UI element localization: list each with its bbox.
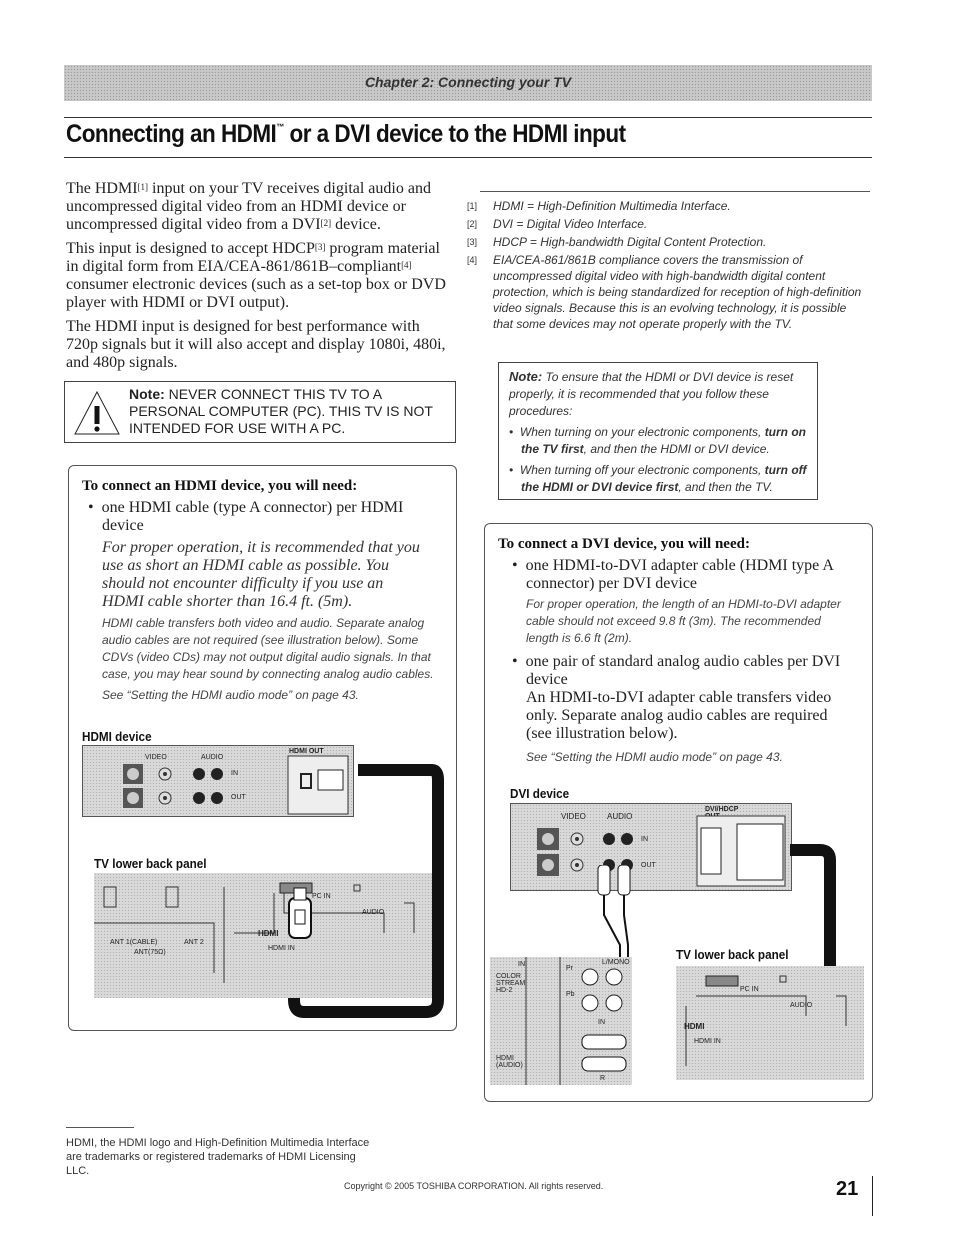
note-intro: Note: To ensure that the HDMI or DVI device is reset properly, it is recommended that you follow these procedures: xyxy=(509,369,794,418)
hdmi-tv-audio: AUDIO xyxy=(362,909,385,916)
warning-note xyxy=(64,381,456,443)
dvi-see-ref: See “Setting the HDMI audio mode” on page 43. xyxy=(526,750,783,764)
title-rule-top xyxy=(64,117,872,118)
dvi-dev-in-label: IN xyxy=(641,836,648,843)
dvi-tv-audio: AUDIO xyxy=(790,1002,813,1009)
dvi-bullet-2: • one pair of standard analog audio cables per DVI device xyxy=(512,653,841,688)
intro xyxy=(66,180,452,372)
dvi-tv-in-label: IN xyxy=(518,961,525,968)
hdmi-tv-ant1: ANT 1(CABLE) xyxy=(110,939,158,946)
dvi-tv-pb: Pb xyxy=(566,991,575,998)
dvi-bullet-2-note: An HDMI-to-DVI adapter cable transfers video only. Separate analog audio cables are required (see illustration below). xyxy=(526,689,832,742)
page-number-rule xyxy=(872,1176,873,1216)
dvi-tv-colorstream: COLOR STREAM HD-2 xyxy=(496,973,526,994)
dvi-tv-hdmi-logo: HDMI xyxy=(684,1022,705,1031)
hdmi-tv-pcin: PC IN xyxy=(312,893,331,900)
title-tm: ™ xyxy=(276,122,284,132)
hdmi-italic-sans: HDMI cable transfers both video and audio. Separate analog audio cables are not required (see illustration below). Some CDVs (video CDs) may not output digital audio signals. In that case, you may hear sound by connecting analog audio cables. xyxy=(102,616,434,681)
hdmi-dev-audio-label: AUDIO xyxy=(201,754,224,761)
warning-text: NEVER CONNECT THIS TV TO A PERSONAL COMPUTER (PC). THIS TV IS NOT INTENDED FOR USE WITH A PC. xyxy=(129,386,433,436)
hdmi-tv-hdmi-in: HDMI IN xyxy=(268,945,295,952)
footnote-4: [4] EIA/CEA-861/861B compliance covers the transmission of uncompressed digital video with high-bandwidth digital content protection, which is being standardized for reception of high-definition video signals. Because this is an evolving technology, it is possible that some devices may not operate properly with the TV. xyxy=(467,253,862,331)
dvi-dev-out-label: DVI/HDCP xyxy=(705,806,739,813)
warning-text-block xyxy=(129,386,449,437)
warning-icon xyxy=(73,390,121,436)
note-bullet-2: • When turning off your electronic components, turn off the HDMI or DVI device first, and then the TV. xyxy=(509,463,807,494)
footer-rule xyxy=(66,1127,134,1128)
hdmi-dev-out-label: HDMI OUT xyxy=(289,748,324,755)
dvi-tv-panel-label: TV lower back panel xyxy=(676,947,789,962)
note-box xyxy=(498,362,818,500)
dvi-dev-video-label: VIDEO xyxy=(561,812,586,821)
hdmi-bullet-1: • one HDMI cable (type A connector) per HDMI device xyxy=(88,499,404,534)
hdmi-dev-outjack-label: OUT xyxy=(231,794,246,801)
chapter-title: Chapter 2: Connecting your TV xyxy=(364,74,572,90)
dvi-tv-hdmi-in: HDMI IN xyxy=(694,1038,721,1045)
dvi-italic-1: For proper operation, the length of an HDMI-to-DVI adapter cable should not exceed 9.8 ft (3m). The recommended length is 6.6 ft (2m). xyxy=(526,597,841,645)
dvi-tv-pcin: PC IN xyxy=(740,986,759,993)
note-label: Note: xyxy=(509,369,543,384)
dvi-device-label: DVI device xyxy=(510,786,570,801)
hdmi-tv-panel xyxy=(94,873,432,998)
intro-p3: The HDMI input is designed for best performance with 720p signals but it will also accept and display 1080i, 480i, and 480p signals. xyxy=(66,318,446,371)
hdmi-heading: To connect an HDMI device, you will need: xyxy=(82,478,358,494)
dvi-tv-r: R xyxy=(600,1075,606,1082)
hdmi-see-ref: See “Setting the HDMI audio mode” on page 43. xyxy=(102,688,359,702)
warning-label: Note: xyxy=(129,386,165,402)
page-title xyxy=(66,120,626,149)
footnote-3: [3] HDCP = High-bandwidth Digital Content Protection. xyxy=(467,235,767,249)
dvi-tv-left-panel xyxy=(490,957,632,1085)
dvi-tv-right-panel xyxy=(676,966,864,1080)
intro-p1: The HDMI[1] input on your TV receives digital audio and uncompressed digital video from an HDMI device or uncompressed digital video from a DVI[2] device. xyxy=(66,180,431,233)
footnote-2: [2] DVI = Digital Video Interface. xyxy=(467,217,648,231)
footnote-rule xyxy=(480,191,870,192)
dvi-dev-outjack-label: OUT xyxy=(641,862,656,869)
trademark-note: HDMI, the HDMI logo and High-Definition Multimedia Interface are trademarks or registered trademarks of HDMI Licensing LLC. xyxy=(66,1137,370,1177)
hdmi-dev-video-label: VIDEO xyxy=(145,754,167,761)
hdmi-section-text xyxy=(82,478,447,704)
copyright: Copyright © 2005 TOSHIBA CORPORATION. All rights reserved. xyxy=(344,1181,604,1191)
hdmi-plug-icon xyxy=(283,884,323,954)
dvi-tv-hdmi-audio: HDMI (AUDIO) xyxy=(496,1055,523,1069)
dvi-section-text xyxy=(498,536,863,766)
page-number: 21 xyxy=(836,1178,859,1200)
hdmi-dev-in-label: IN xyxy=(231,770,238,777)
footnote-1: [1] HDMI = High-Definition Multimedia Interface. xyxy=(467,199,731,213)
footnotes xyxy=(467,198,864,334)
hdmi-italic-serif: For proper operation, it is recommended that you use as short an HDMI cable as possible. You should not encounter difficulty if you use an HDMI cable shorter than 16.4 ft. (5m). xyxy=(102,539,420,610)
hdmi-device-label: HDMI device xyxy=(82,729,152,744)
dvi-tv-in2: IN xyxy=(598,1019,605,1026)
note-bullet-1: • When turning on your electronic components, turn on the TV first, and then the HDMI or DVI device. xyxy=(509,425,807,456)
chapter-banner xyxy=(64,65,872,101)
title-part1: Connecting an HDMI xyxy=(66,120,277,148)
intro-p2: This input is designed to accept HDCP[3] program material in digital form from EIA/CEA-861/861B–compliant[4] consumer electronic devices (such as a set-top box or DVD player with HDMI or DVI output). xyxy=(66,240,446,311)
hdmi-tv-ant75: ANT(75Ω) xyxy=(134,949,166,956)
title-part2: or a DVI device to the HDMI input xyxy=(283,120,626,148)
dvi-bullet-1: • one HDMI-to-DVI adapter cable (HDMI type A connector) per DVI device xyxy=(512,557,834,592)
dvi-tv-pr: Pr xyxy=(566,965,573,972)
title-rule-bottom xyxy=(64,157,872,158)
hdmi-tv-ant2: ANT 2 xyxy=(184,939,204,946)
hdmi-tv-panel-label: TV lower back panel xyxy=(94,856,207,871)
dvi-tv-lmono: L/MONO xyxy=(602,959,630,966)
dvi-heading: To connect a DVI device, you will need: xyxy=(498,536,750,552)
hdmi-tv-hdmi-logo: HDMI xyxy=(258,929,279,938)
dvi-dev-audio-label: AUDIO xyxy=(607,812,633,821)
